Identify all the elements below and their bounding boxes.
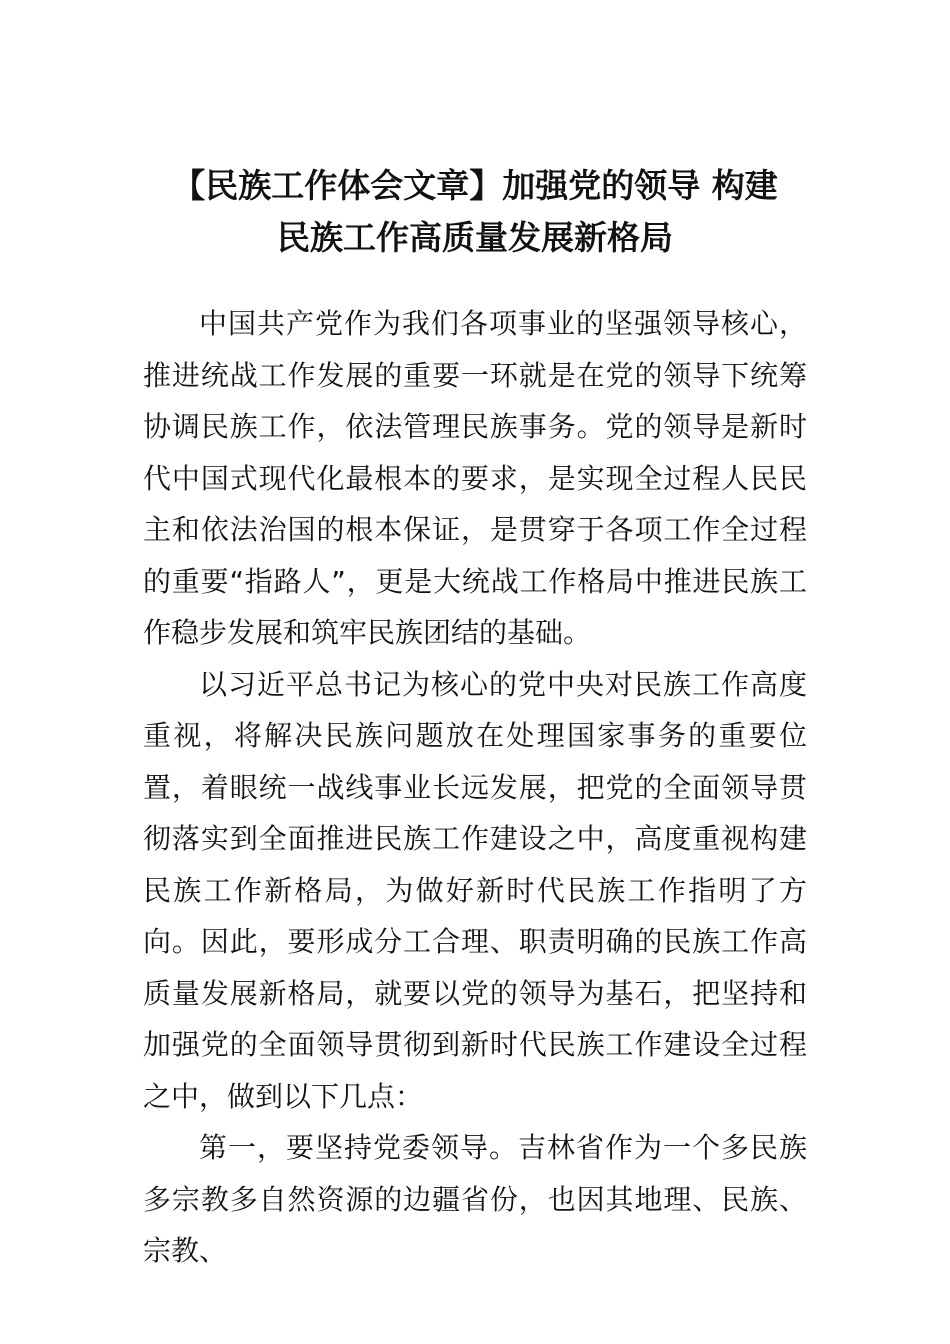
document-body — [143, 298, 807, 1277]
title-line-1: 【民族工作体会文章】加强党的领导 构建 — [172, 166, 778, 205]
paragraph: 以习近平总书记为核心的党中央对民族工作高度重视，将解决民族问题放在处理国家事务的重要位置，着眼统一战线事业长远发展，把党的全面领导贯彻落实到全面推进民族工作建设之中，高度重视构建民族工作新格局，为做好新时代民族工作指明了方向。因此，要形成分工合理、职责明确的民族工作高质量发展新格局，就要以党的领导为基石，把坚持和加强党的全面领导贯彻到新时代民族工作建设全过程之中，做到以下几点： — [143, 667, 807, 1113]
title-line-2: 民族工作高质量发展新格局 — [277, 218, 673, 257]
document-title — [100, 160, 850, 264]
paragraph: 第一，要坚持党委领导。吉林省作为一个多民族多宗教多自然资源的边疆省份，也因其地理、民族、宗教、 — [143, 1131, 807, 1267]
paragraph: 中国共产党作为我们各项事业的坚强领导核心，推进统战工作发展的重要一环就是在党的领导下统筹协调民族工作，依法管理民族事务。党的领导是新时代中国式现代化最根本的要求，是实现全过程人民民主和依法治国的根本保证，是贯穿于各项工作全过程的重要“指路人”，更是大统战工作格局中推进民族工作稳步发展和筑牢民族团结的基础。 — [143, 307, 807, 649]
